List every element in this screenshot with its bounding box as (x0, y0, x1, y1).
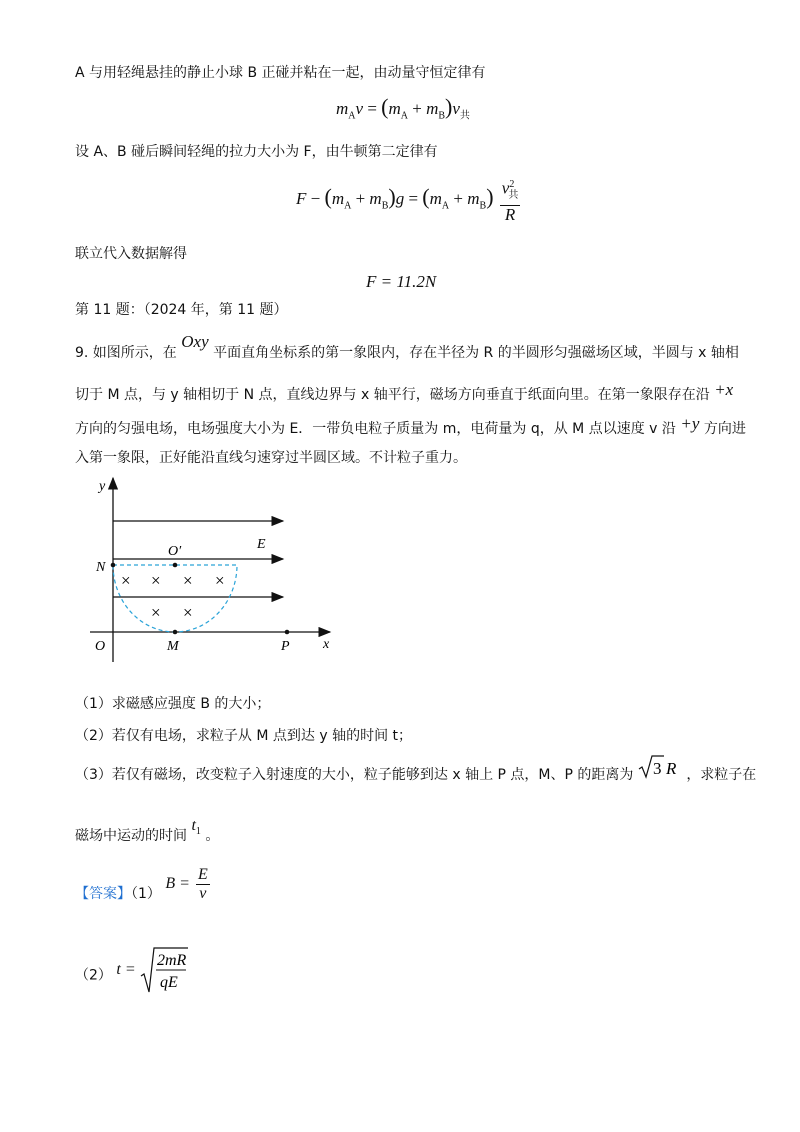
eq2-frac-v: v (501, 178, 510, 198)
q-plus-x: +x (714, 380, 734, 399)
eq2-sub-a1: A (344, 200, 352, 212)
eq1-m: m (336, 99, 349, 118)
part-3-end: 。 (205, 828, 220, 844)
origin-label: O (95, 639, 106, 654)
question-line-3 (75, 414, 746, 439)
eq2-m4: m (467, 188, 480, 208)
answer-2 (75, 952, 190, 1000)
sqrt-radicand: 3 (652, 759, 662, 778)
answer-2-sqrt-icon (140, 946, 190, 994)
answer-2-den: qE (159, 974, 178, 991)
eq1-v: v (355, 99, 364, 118)
t1-symbol: t (191, 817, 196, 834)
eq2-m3: m (429, 188, 442, 208)
sqrt-sign-icon (638, 754, 682, 780)
eq2-equals: = (408, 188, 419, 208)
eq1-m3: m (426, 99, 439, 118)
eq2-plus-1: + (355, 188, 366, 208)
point-P-label: P (281, 639, 290, 654)
sqrt3-R (638, 754, 682, 780)
eq1-rparen: ) (445, 94, 453, 119)
eq2-F: F (296, 188, 307, 208)
newton-equation (296, 176, 522, 224)
eq2-frac-sub: 共 (508, 190, 519, 202)
answer-2-lhs: t = (116, 960, 136, 978)
answer-1-frac (196, 866, 210, 903)
intro-line-1: A 与用轻绳悬挂的静止小球 B 正碰并粘在一起，由动量守恒定律有 (75, 65, 486, 81)
field-cross: × (183, 603, 193, 622)
point-N-label: N (96, 560, 106, 575)
field-diagram (85, 470, 345, 670)
eq1-equals: = (367, 99, 377, 118)
answer-1-lhs: B = (165, 875, 190, 893)
q-line1-a: 9. 如图所示，在 (75, 345, 177, 361)
part-1: （1）求磁感应强度 B 的大小； (75, 696, 271, 712)
point-M-label: M (167, 639, 179, 654)
question-source: 第 11 题：（2024 年，第 11 题） (75, 302, 288, 318)
eq1-sub-gong: 共 (459, 110, 470, 122)
field-E-label: E (257, 537, 266, 552)
part-3-line-1 (75, 759, 757, 788)
eq1-sub-a2: A (400, 110, 408, 122)
momentum-equation (336, 94, 470, 121)
q-line3-b: 方向进 (703, 421, 746, 437)
intro-line-2: 设 A、B 碰后瞬间轻绳的拉力大小为 F，由牛顿第二定律有 (75, 144, 438, 160)
eq2-sub-b2: B (479, 200, 487, 212)
eq2-fraction (500, 176, 521, 224)
intro-line-3: 联立代入数据解得 (75, 246, 187, 262)
eq2-rparen-2: ) (486, 183, 494, 209)
answer-1-formula (165, 866, 211, 902)
field-cross: × (151, 571, 161, 590)
point-M (173, 630, 178, 635)
part-2: （2）若仅有电场，求粒子从 M 点到达 y 轴的时间 t； (75, 728, 413, 744)
q-plus-y: +y (680, 414, 700, 433)
eq2-sub-a2: A (441, 200, 450, 212)
eq2-rparen-1: ) (388, 183, 396, 209)
point-Oprime (173, 563, 178, 568)
eq2-m2: m (369, 188, 382, 208)
eq2-frac-R: R (504, 205, 516, 225)
eq1-m2: m (388, 99, 401, 118)
answer-1-den: v (199, 885, 207, 902)
answer-2-label: （2） (75, 967, 112, 984)
answer-2-formula (116, 952, 189, 991)
q-line1-b: 平面直角坐标系的第一象限内，存在半径为 R 的半圆形匀强磁场区域，半圆与 x 轴相 (213, 345, 739, 361)
answer-1-label: （1） (131, 886, 161, 903)
sqrt-R: R (665, 759, 677, 778)
eq1-sub-b: B (438, 110, 446, 122)
eq1-plus: + (412, 99, 422, 118)
q-oxy: Oxy (181, 332, 209, 351)
question-line-1 (75, 332, 739, 363)
part-3-line-2 (75, 817, 220, 852)
answer-tag: 【答案】 (75, 886, 131, 903)
y-axis-label: y (99, 479, 106, 494)
eq1-sub-a: A (348, 110, 356, 122)
eq2-sub-b1: B (381, 200, 389, 212)
answer-1 (75, 866, 212, 913)
eq2-g: g (395, 188, 405, 208)
eq2-lparen-2: ( (422, 183, 430, 209)
point-N (111, 563, 116, 568)
question-line-2 (75, 380, 734, 405)
field-cross: × (151, 603, 161, 622)
eq2-lparen-1: ( (324, 183, 332, 209)
part-3-c: 磁场中运动的时间 (75, 828, 187, 844)
eq2-m1: m (331, 188, 345, 208)
question-line-4: 入第一象限，正好能沿直线匀速穿过半圆区域。不计粒子重力。 (75, 450, 467, 466)
eq2-frac-sup: 2 (509, 179, 515, 190)
point-P (285, 630, 290, 635)
result-equation: F = 11.2N (366, 272, 437, 291)
answer-1-num: E (197, 866, 208, 883)
answer-2-num: 2mR (156, 952, 186, 969)
field-cross: × (215, 571, 225, 590)
eq2-minus: − (310, 188, 321, 208)
eq1-lparen: ( (381, 94, 389, 119)
part-3-b: ，求粒子在 (686, 767, 757, 783)
q-line3-a: 方向的匀强电场，电场强度大小为 E．一带负电粒子质量为 m，电荷量为 q，从 M 点以速度 v 沿 (75, 421, 676, 437)
eq1-v2: v (452, 99, 460, 118)
eq2-plus-2: + (453, 188, 463, 208)
q-line2-a: 切于 M 点，与 y 轴相切于 N 点，直线边界与 x 轴平行，磁场方向垂直于纸面向里。在第一象限存在沿 (75, 387, 710, 403)
part-3-a: （3）若仅有磁场，改变粒子入射速度的大小，粒子能够到达 x 轴上 P 点，M、P 的距离为 (75, 767, 634, 783)
field-cross: × (121, 571, 131, 590)
t1-sub: 1 (195, 826, 201, 838)
x-axis-label: x (323, 637, 330, 652)
field-cross: × (183, 571, 193, 590)
point-Oprime-label: O′ (168, 544, 182, 559)
